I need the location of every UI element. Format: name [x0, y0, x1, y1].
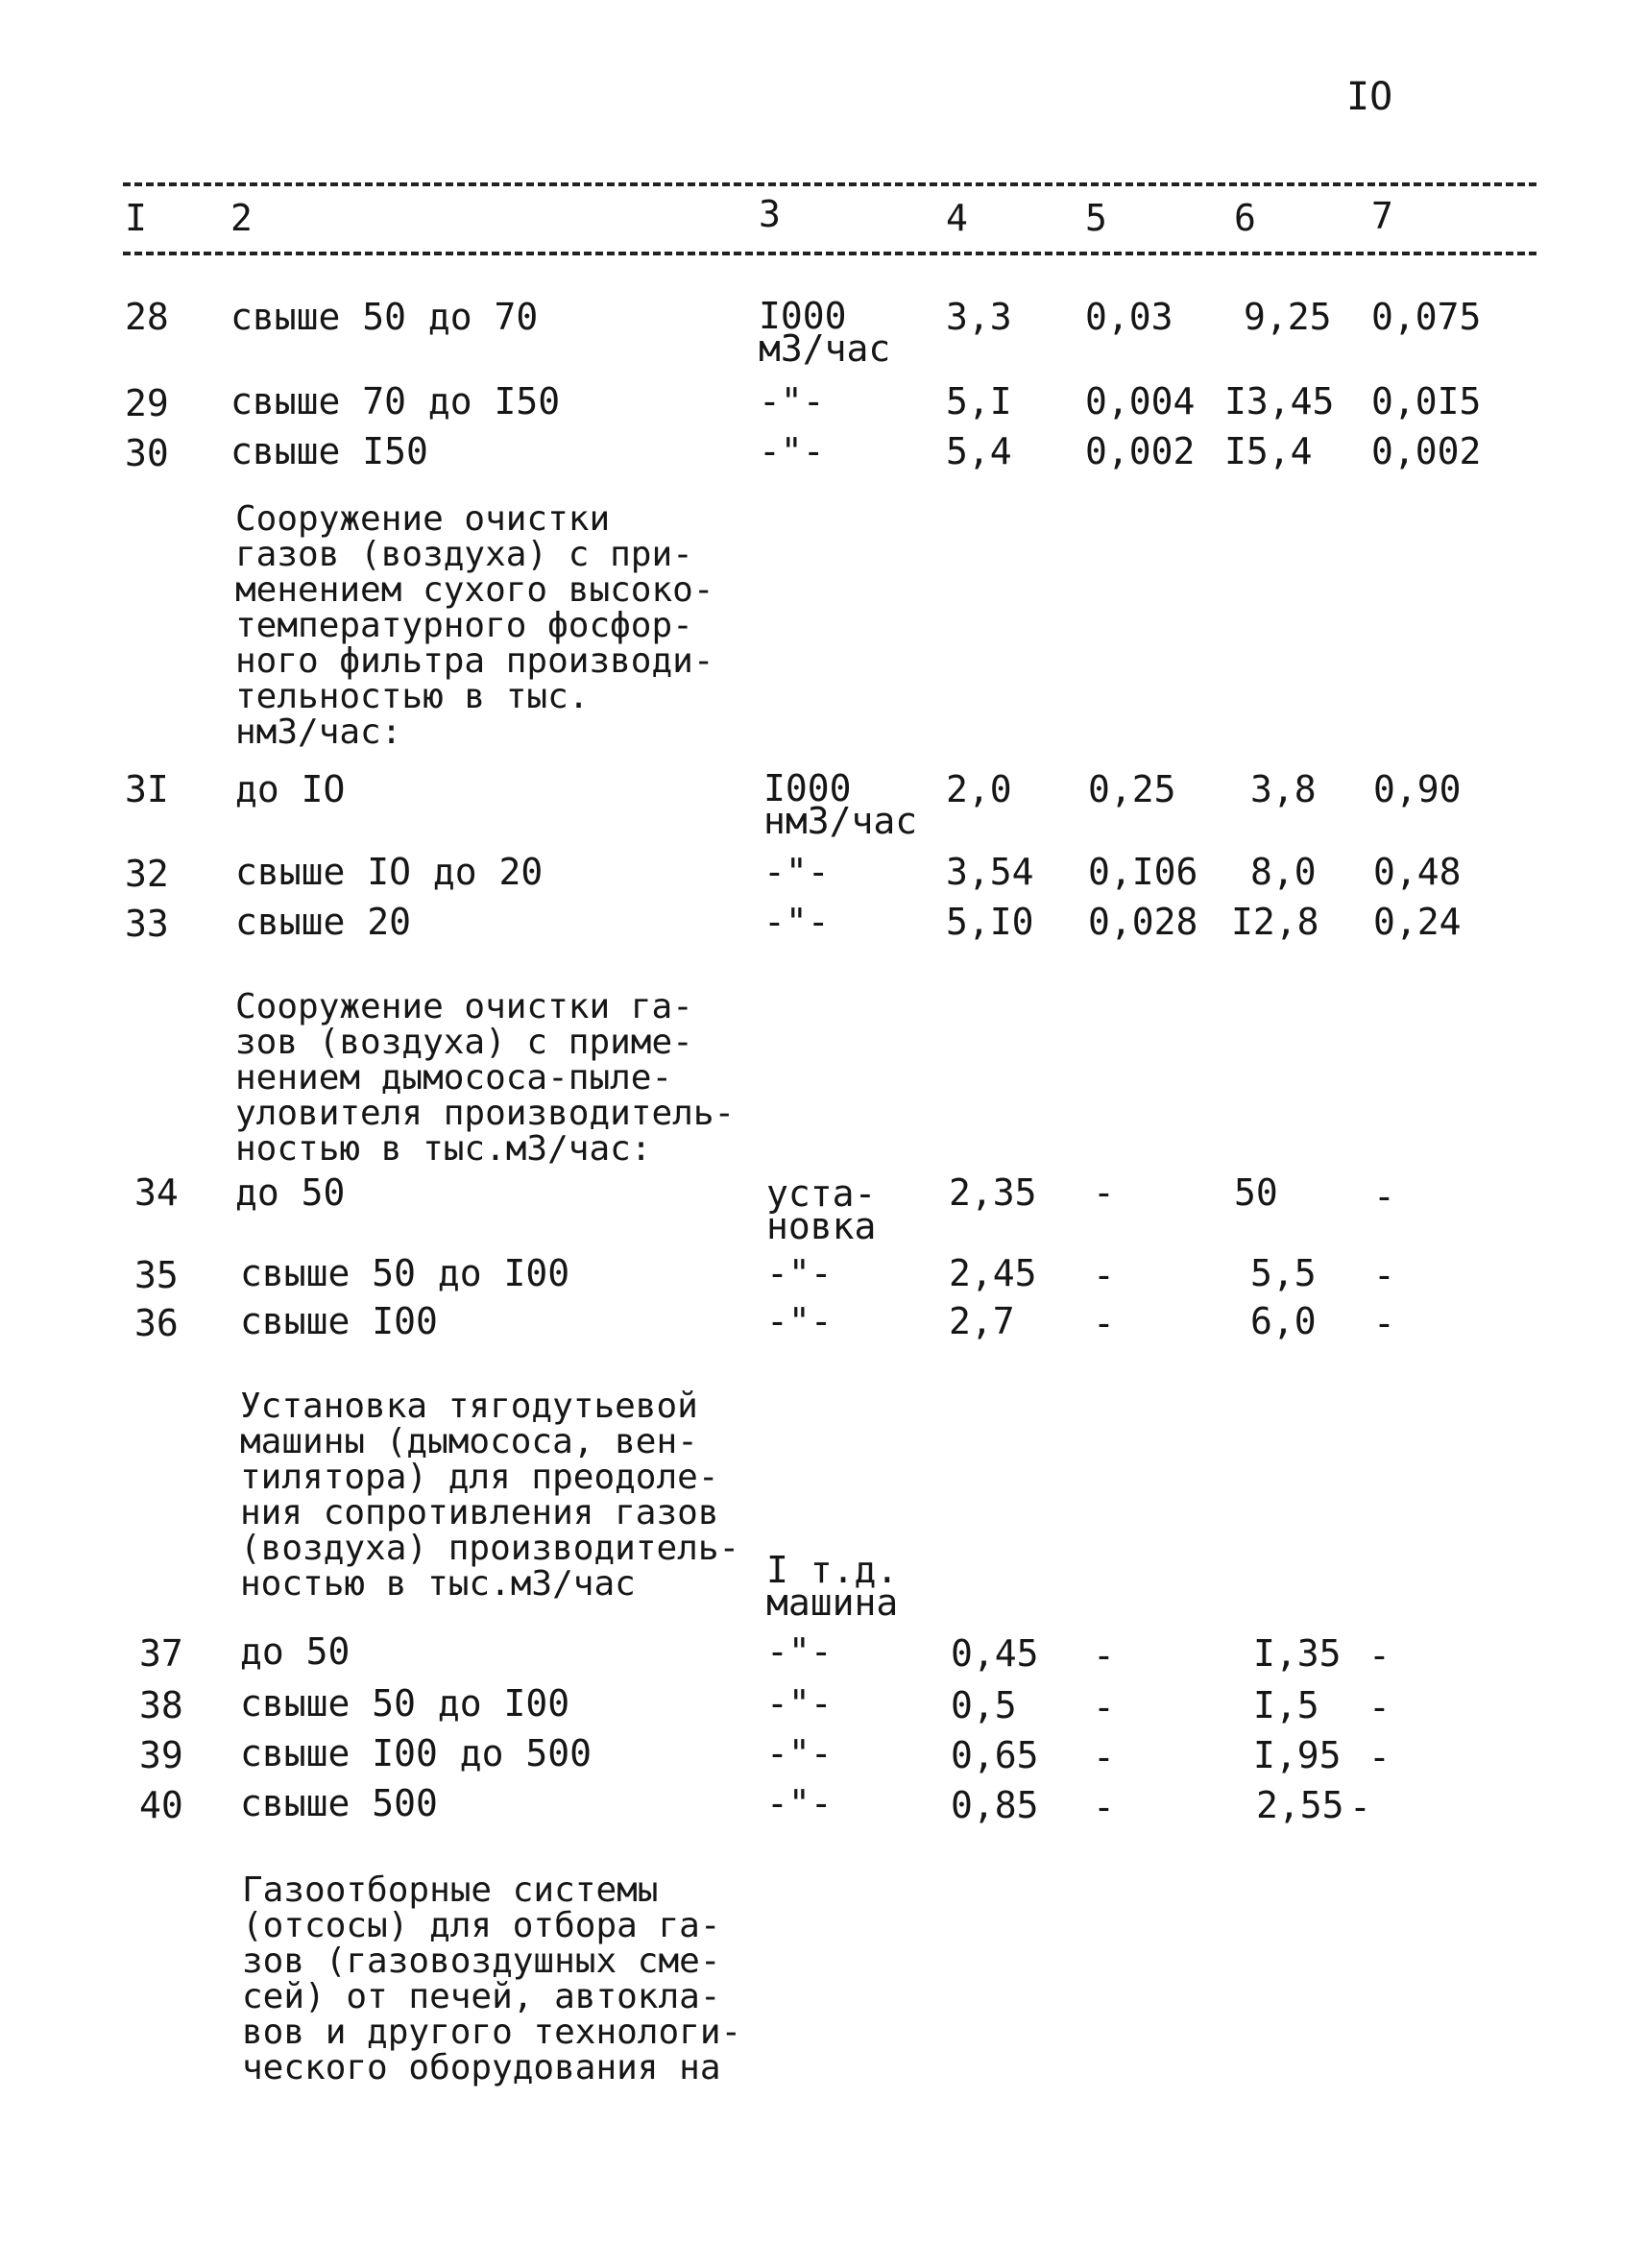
row-value-6: 9,25	[1244, 296, 1332, 338]
row-value-7: 0,90	[1373, 768, 1462, 810]
row-value-5: -	[1093, 1736, 1115, 1778]
row-value-6: I3,45	[1224, 380, 1335, 422]
row-number: 36	[134, 1302, 179, 1344]
row-value-5: -	[1093, 1171, 1115, 1214]
row-number: 3I	[125, 768, 169, 810]
header-top-rule	[123, 182, 1536, 186]
row-value-6: 6,0	[1250, 1300, 1317, 1342]
row-unit: -"-	[766, 1732, 833, 1774]
row-unit: -"-	[766, 1682, 833, 1725]
row-value-5: 0,002	[1085, 430, 1196, 472]
row-value-4: 2,45	[949, 1252, 1037, 1294]
row-value-4: 3,54	[946, 851, 1034, 893]
row-value-6: I,35	[1253, 1632, 1342, 1675]
row-name: до 50	[240, 1630, 351, 1673]
row-value-7: -	[1373, 1302, 1395, 1344]
row-value-7: -	[1373, 1254, 1395, 1296]
row-name: свыше 70 до I50	[230, 380, 561, 422]
row-value-6: I2,8	[1231, 901, 1319, 943]
row-unit: I000 м3/час	[759, 295, 891, 370]
row-number: 38	[139, 1684, 183, 1726]
row-value-4: 0,85	[951, 1784, 1039, 1826]
row-number: 32	[125, 853, 169, 895]
section-heading: Сооружение очистки газов (воздуха) с при- менением сухого высоко- температурного фосфор- ного фильтра производи- тельностью в тыс. нм3/час:	[235, 499, 714, 752]
row-value-5: -	[1093, 1686, 1115, 1728]
row-unit: уста- новка	[766, 1172, 877, 1247]
row-value-6: I5,4	[1224, 430, 1313, 472]
row-unit: -"-	[766, 1782, 833, 1824]
row-name: свыше 50 до I00	[240, 1682, 570, 1725]
section-unit: I т.д. машина	[766, 1549, 899, 1624]
column-header: 2	[230, 197, 253, 239]
row-name: свыше 500	[240, 1782, 438, 1824]
row-value-4: 5,I0	[946, 901, 1034, 943]
row-number: 37	[139, 1632, 183, 1675]
row-value-5: 0,03	[1085, 296, 1173, 338]
row-unit: I000 нм3/час	[763, 767, 918, 842]
row-number: 34	[134, 1171, 179, 1214]
row-value-6: 5,5	[1250, 1252, 1317, 1294]
row-value-7: -	[1368, 1686, 1391, 1728]
row-unit: -"-	[766, 1252, 833, 1294]
row-value-7: 0,24	[1373, 901, 1462, 943]
row-unit: -"-	[763, 901, 830, 943]
row-name: свыше 50 до 70	[230, 296, 539, 338]
row-value-4: 2,7	[949, 1300, 1015, 1342]
row-unit: -"-	[763, 851, 830, 893]
row-value-6: I,95	[1253, 1734, 1342, 1776]
row-value-4: 3,3	[946, 296, 1012, 338]
row-value-7: 0,075	[1371, 296, 1482, 338]
row-value-6: 3,8	[1250, 768, 1317, 810]
row-value-5: -	[1093, 1254, 1115, 1296]
row-name: свыше IO до 20	[235, 851, 544, 893]
row-value-4: 2,35	[949, 1171, 1037, 1214]
row-number: 35	[134, 1254, 179, 1296]
row-unit: -"-	[766, 1630, 833, 1673]
row-name: до 50	[235, 1171, 346, 1214]
row-number: 30	[125, 432, 169, 474]
row-number: 40	[139, 1784, 183, 1826]
row-value-6: I,5	[1253, 1684, 1319, 1726]
row-value-7: 0,0I5	[1371, 380, 1482, 422]
row-value-6: 50	[1234, 1171, 1278, 1214]
row-value-7: -	[1349, 1786, 1371, 1828]
row-name: свыше I00	[240, 1300, 438, 1342]
row-value-6: 2,55	[1256, 1784, 1344, 1826]
section-heading: Сооружение очистки га- зов (воздуха) с приме- нением дымососа-пыле- уловителя производитель- ностью в тыс.м3/час:	[235, 987, 736, 1169]
row-name: свыше 50 до I00	[240, 1252, 570, 1294]
row-value-5: 0,004	[1085, 380, 1196, 422]
column-header: 6	[1234, 197, 1256, 239]
row-value-7: 0,002	[1371, 430, 1482, 472]
column-header: 5	[1085, 197, 1107, 239]
row-number: 29	[125, 382, 169, 424]
row-value-7: -	[1368, 1736, 1391, 1778]
row-value-4: 0,65	[951, 1734, 1039, 1776]
row-value-5: -	[1093, 1634, 1115, 1677]
row-value-7: 0,48	[1373, 851, 1462, 893]
column-header: 7	[1371, 195, 1393, 237]
row-unit: -"-	[759, 430, 825, 472]
row-name: свыше 20	[235, 901, 412, 943]
row-value-4: 5,4	[946, 430, 1012, 472]
row-unit: -"-	[766, 1300, 833, 1342]
section-heading: Газоотборные системы (отсосы) для отбора га- зов (газовоздушных сме- сей) от печей, автокла- вов и другого технологи- ческого оборудования на	[242, 1870, 742, 2087]
row-value-4: 0,5	[951, 1684, 1017, 1726]
row-value-5: 0,I06	[1088, 851, 1198, 893]
row-value-6: 8,0	[1250, 851, 1317, 893]
column-header: 3	[759, 193, 781, 235]
row-value-4: 2,0	[946, 768, 1012, 810]
row-value-5: -	[1093, 1786, 1115, 1828]
row-value-5: 0,028	[1088, 901, 1198, 943]
header-bottom-rule	[123, 252, 1536, 255]
row-number: 39	[139, 1734, 183, 1776]
row-value-7: -	[1373, 1175, 1395, 1218]
row-name: свыше I00 до 500	[240, 1732, 593, 1774]
row-value-7: -	[1368, 1634, 1391, 1677]
page-number: IO	[1346, 75, 1393, 119]
column-header: I	[125, 197, 147, 239]
row-value-4: 0,45	[951, 1632, 1039, 1675]
section-heading: Установка тягодутьевой машины (дымососа, вен- тилятора) для преодоле- ния сопротивления газов (воздуха) производитель- ностью в тыс.м3/час	[240, 1387, 740, 1604]
column-header: 4	[946, 197, 968, 239]
row-number: 33	[125, 903, 169, 945]
row-number: 28	[125, 296, 169, 338]
row-value-4: 5,I	[946, 380, 1012, 422]
row-unit: -"-	[759, 380, 825, 422]
row-name: свыше I50	[230, 430, 428, 472]
row-name: до IO	[235, 768, 346, 810]
row-value-5: 0,25	[1088, 768, 1176, 810]
row-value-5: -	[1093, 1302, 1115, 1344]
